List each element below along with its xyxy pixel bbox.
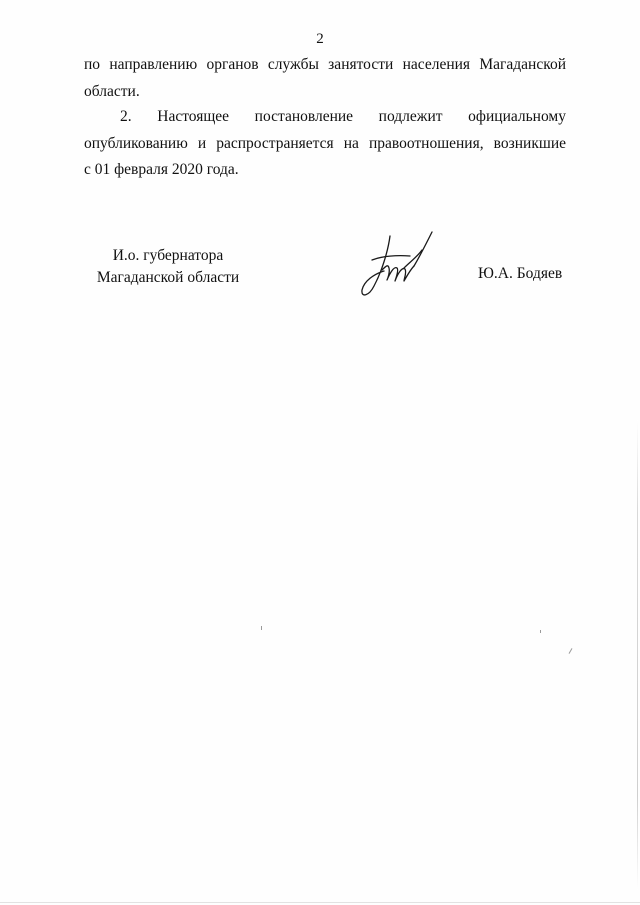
paragraph-2-line-2: опубликованию и распространяется на правоотношения, возникшие <box>84 134 566 152</box>
handwritten-signature-icon <box>352 226 444 300</box>
signatory-position <box>88 245 248 289</box>
scan-speck <box>569 648 573 654</box>
signatory-position-line-1: И.о. губернатора <box>112 247 224 264</box>
paragraph-2-line-3: с 01 февраля 2020 года. <box>84 161 239 178</box>
scan-speck <box>261 626 262 630</box>
scan-edge-line <box>637 420 638 890</box>
paragraph-1-line-2: области. <box>84 82 140 100</box>
scan-bottom-edge <box>0 902 640 903</box>
paragraph-1 <box>84 52 566 105</box>
paragraph-2-line-1: 2. Настоящее постановление подлежит официальному <box>120 108 566 125</box>
signatory-name: Ю.А. Бодяев <box>478 265 563 282</box>
paragraph-1-line-1: по направлению органов службы занятости населения Магаданской <box>84 56 566 73</box>
paragraph-2 <box>84 104 566 184</box>
page-number: 2 <box>316 31 324 47</box>
signatory-position-line-2: Магаданской области <box>96 269 240 286</box>
scan-speck <box>540 630 541 633</box>
